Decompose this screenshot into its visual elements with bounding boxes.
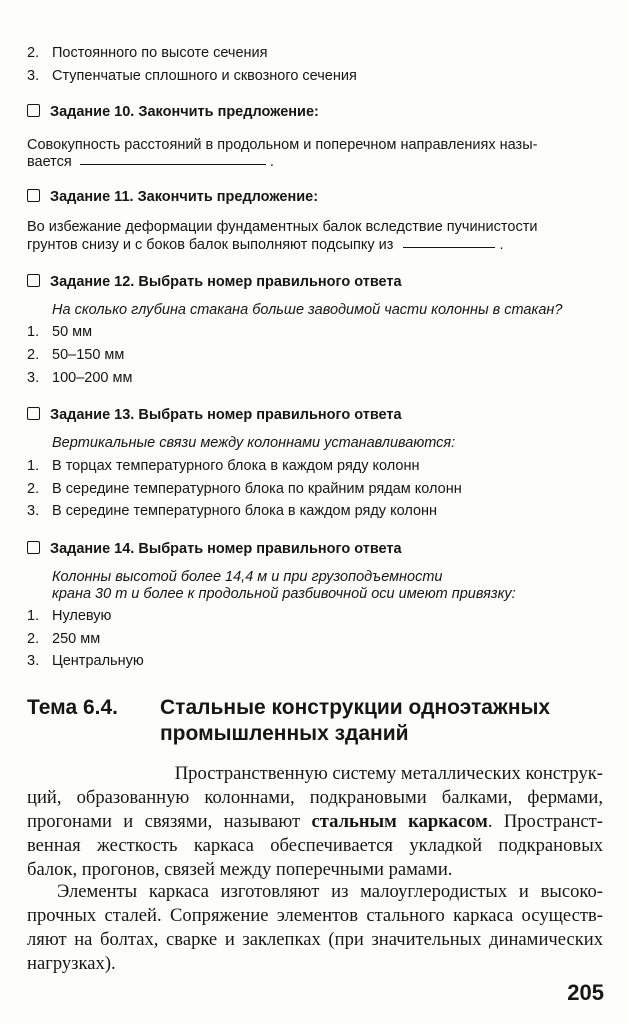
- body-line: ций, образованную колоннами, подкрановыми балками, фермами,: [27, 787, 603, 808]
- checkbox-icon: [27, 104, 40, 117]
- task-11-line-1: Во избежание деформации фундаментных балок вследствие пучинистости: [27, 219, 538, 235]
- task-14-question-line-2: крана 30 т и более к продольной разбивочной оси имеют привязку:: [52, 586, 516, 602]
- list-text: Постоянного по высоте сечения: [52, 45, 268, 61]
- option-text: 50–150 мм: [52, 347, 125, 363]
- option-number: 3.: [27, 503, 40, 519]
- task-12-heading: [27, 273, 402, 291]
- task-11-end: .: [499, 237, 504, 253]
- body-paragraph-1: [27, 762, 603, 882]
- task-14-question-line-1: Колонны высотой более 14,4 м и при грузоподъемности: [52, 569, 443, 585]
- task-12-title: Задание 12. Выбрать номер правильного ответа: [50, 274, 402, 290]
- option-number: 1.: [27, 324, 40, 340]
- body-line: [27, 810, 603, 834]
- answer-blank: [80, 154, 266, 165]
- body-line: ляют на болтах, сварке и заклепках (при значительных динамических: [27, 929, 603, 950]
- option-text: Нулевую: [52, 608, 112, 624]
- task-10-end: .: [269, 154, 274, 170]
- option-text: 250 мм: [52, 631, 101, 647]
- body-line: прочных сталей. Сопряжение элементов стального каркаса осуществ-: [27, 905, 603, 926]
- option-text: 50 мм: [52, 324, 93, 340]
- task-14-heading: [27, 540, 402, 558]
- option-number: 2.: [27, 481, 40, 497]
- checkbox-icon: [27, 189, 40, 202]
- list-number: 3.: [27, 68, 40, 84]
- body-paragraph-2: [27, 880, 603, 976]
- option-text: Центральную: [52, 653, 144, 669]
- body-line: нагрузках).: [27, 953, 116, 974]
- task-11-heading: [27, 188, 318, 206]
- task-10-text: вается: [27, 154, 72, 170]
- option-text: В торцах температурного блока в каждом ряду колонн: [52, 458, 420, 474]
- body-text: . Пространст-: [487, 811, 603, 832]
- option-number: 3.: [27, 653, 40, 669]
- task-11-text: грунтов снизу и с боков балок выполняют подсыпку из: [27, 237, 394, 253]
- task-10-line-2: [27, 153, 274, 171]
- list-text: Ступенчатые сплошного и сквозного сечения: [52, 68, 357, 84]
- body-text: прогонами и связями, называют: [27, 811, 312, 832]
- list-number: 2.: [27, 45, 40, 61]
- task-14-title: Задание 14. Выбрать номер правильного ответа: [50, 541, 402, 557]
- body-line: Пространственную систему металлических конструк-: [174, 763, 603, 784]
- task-13-title: Задание 13. Выбрать номер правильного ответа: [50, 407, 402, 423]
- task-10-heading: [27, 103, 319, 121]
- page-number: 205: [567, 980, 604, 1005]
- option-number: 1.: [27, 458, 40, 474]
- option-text: В середине температурного блока по крайним рядам колонн: [52, 481, 462, 497]
- body-line: Элементы каркаса изготовляют из малоуглеродистых и высоко-: [57, 881, 603, 902]
- option-number: 3.: [27, 370, 40, 386]
- answer-blank: [403, 237, 495, 248]
- body-line: венная жесткость каркаса обеспечивается укладкой подкрановых: [27, 835, 603, 856]
- topic-title-line-2: промышленных зданий: [160, 722, 409, 745]
- task-10-line-1: Совокупность расстояний в продольном и поперечном направлениях назы-: [27, 137, 538, 153]
- task-10-title: Задание 10. Закончить предложение:: [50, 104, 319, 120]
- option-number: 2.: [27, 631, 40, 647]
- body-term-bold: стальным каркасом: [311, 811, 488, 832]
- task-11-line-2: [27, 236, 504, 254]
- checkbox-icon: [27, 274, 40, 287]
- task-11-title: Задание 11. Закончить предложение:: [50, 189, 319, 205]
- topic-label: Тема 6.4.: [27, 696, 118, 719]
- option-text: 100–200 мм: [52, 370, 133, 386]
- checkbox-icon: [27, 541, 40, 554]
- option-text: В середине температурного блока в каждом ряду колонн: [52, 503, 438, 519]
- task-13-question: Вертикальные связи между колоннами устанавливаются:: [52, 435, 456, 451]
- task-13-heading: [27, 406, 402, 424]
- task-12-question: На сколько глубина стакана больше заводимой части колонны в стакан?: [52, 302, 563, 318]
- topic-title-line-1: Стальные конструкции одноэтажных: [160, 696, 551, 719]
- option-number: 1.: [27, 608, 40, 624]
- body-line: балок, прогонов, связей между поперечными рамами.: [27, 859, 453, 880]
- checkbox-icon: [27, 407, 40, 420]
- option-number: 2.: [27, 347, 40, 363]
